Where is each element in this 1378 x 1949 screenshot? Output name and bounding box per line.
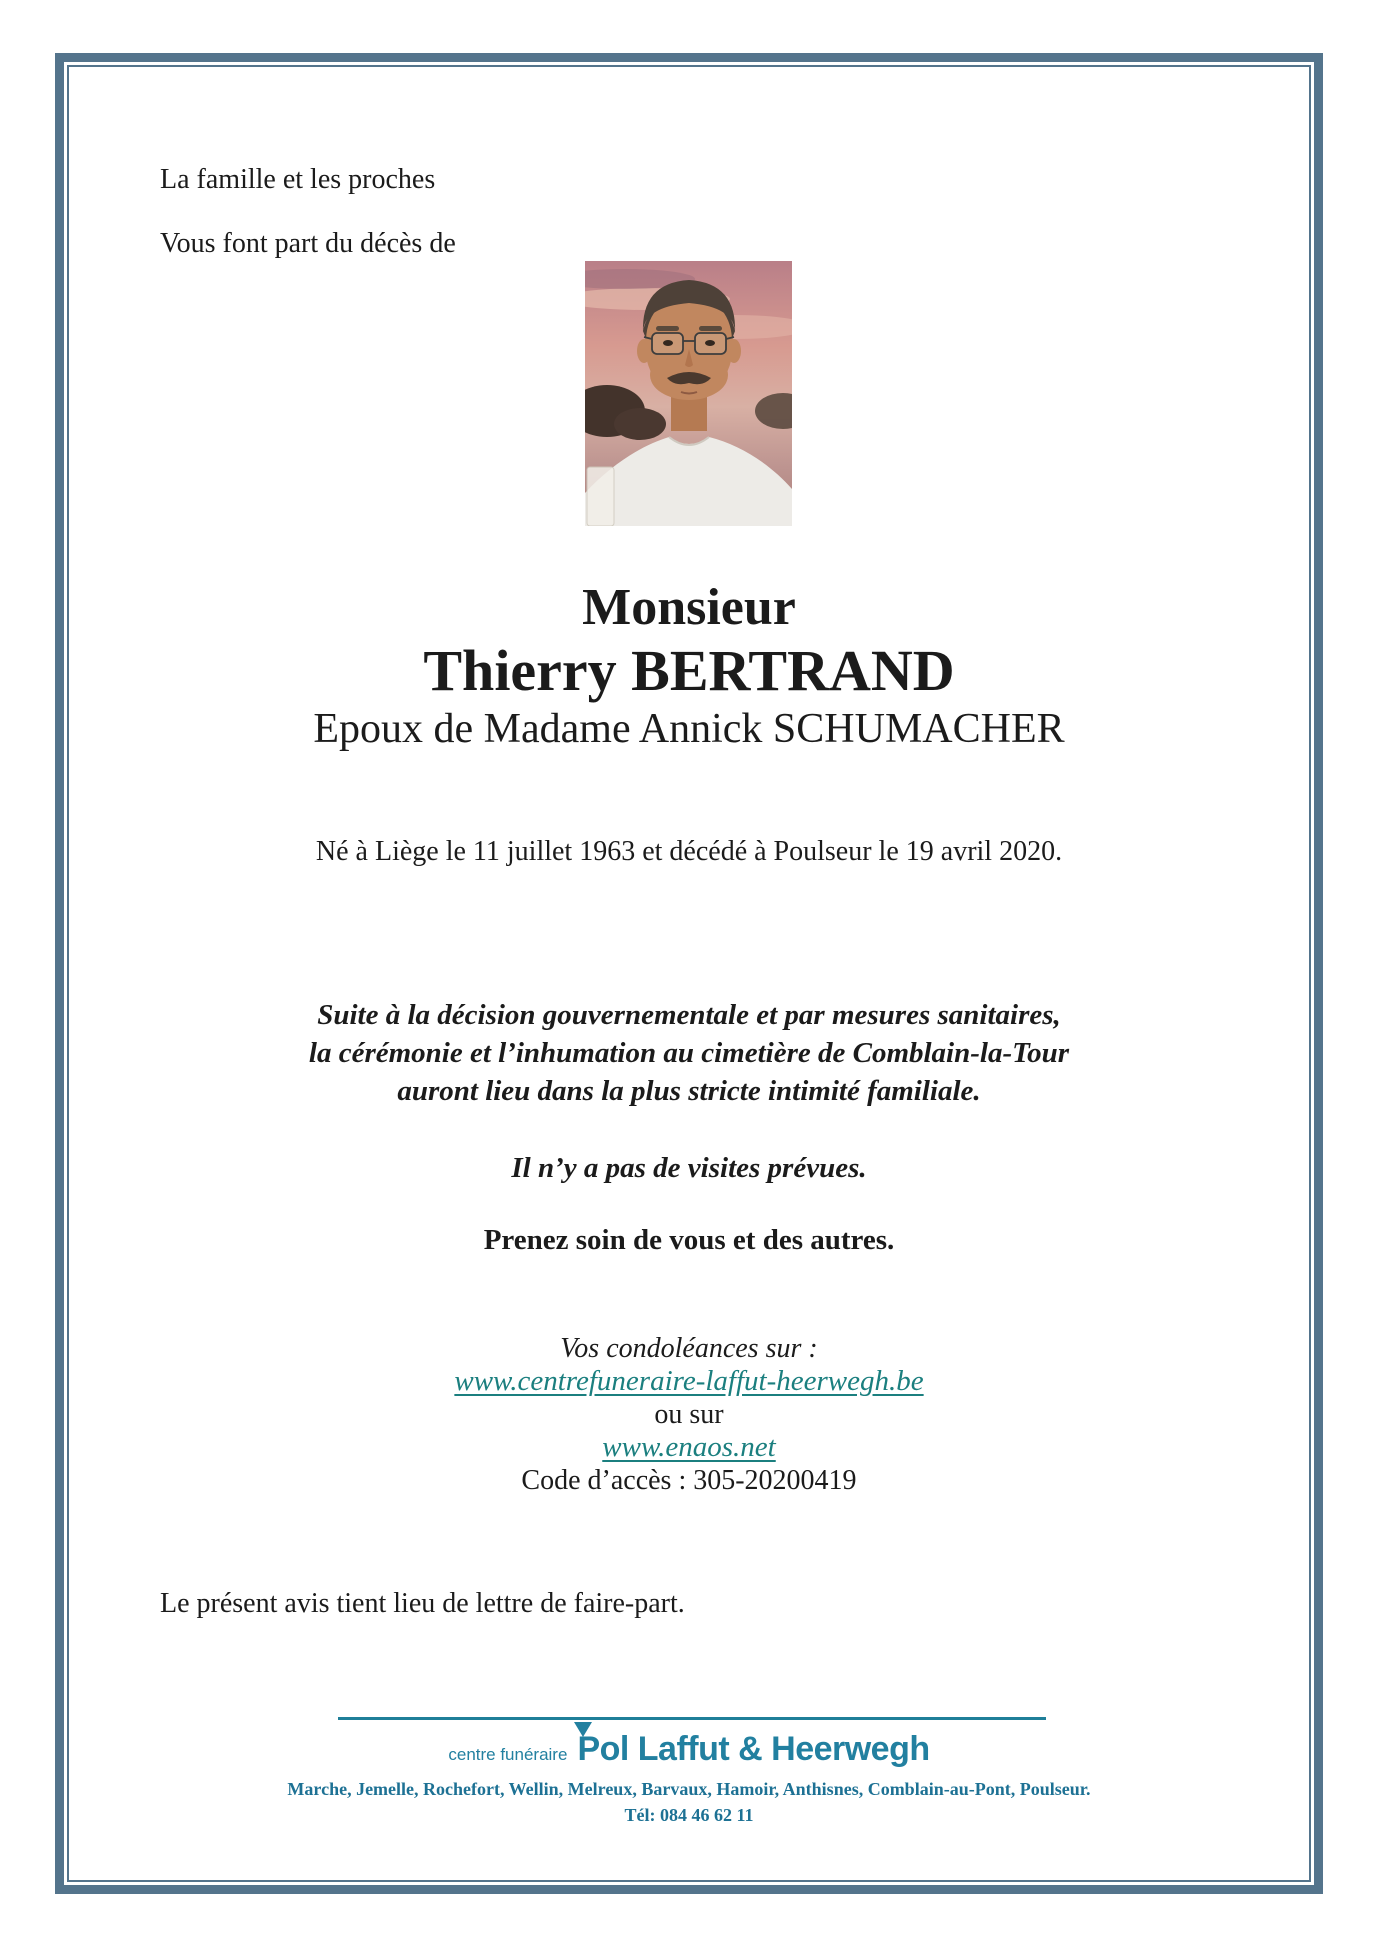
take-care-line: Prenez soin de vous et des autres. [483,1224,895,1256]
footer-phone-line: Tél: 084 46 62 11 [624,1805,754,1825]
intro-line-2: Vous font part du décès de [160,228,456,259]
intro-paragraph [160,163,456,260]
footer-locations-line: Marche, Jemelle, Rochefort, Wellin, Melreux, Barvaux, Hamoir, Anthisnes, Comblain-au-Pont, Poulseur. [287,1779,1091,1799]
condolences-separator: ou sur [654,1399,724,1430]
condolences-intro: Vos condoléances sur : [560,1333,818,1364]
deceased-name: Thierry BERTRAND [423,638,955,703]
deceased-relation: Epoux de Madame Annick SCHUMACHER [313,706,1065,752]
life-dates-line: Né à Liège le 11 juillet 1963 et décédé à Poulseur le 19 avril 2020. [315,836,1063,867]
condolences-block [70,1332,1308,1497]
portrait-photo-illustration [585,261,792,526]
funeral-home-logo [70,1730,1308,1769]
deceased-title: Monsieur [582,579,796,636]
intro-line-1: La famille et les proches [160,164,436,195]
ceremony-announcement [70,996,1308,1110]
condolences-secondary-link[interactable]: www.enaos.net [602,1431,776,1463]
triangle-down-icon [574,1722,592,1737]
ceremony-announcement-line-3: auront lieu dans la plus stricte intimité familiale. [397,1075,981,1107]
ceremony-announcement-line-2: la cérémonie et l’inhumation au cimetière de Comblain-la-Tour [308,1037,1070,1069]
ceremony-announcement-line-1: Suite à la décision gouvernementale et par mesures sanitaires, [317,999,1061,1031]
brand-prefix-label: centre funéraire [448,1745,568,1764]
condolences-primary-link[interactable]: www.centrefuneraire-laffut-heerwegh.be [454,1365,924,1397]
no-visits-line: Il n’y a pas de visites prévues. [511,1152,867,1184]
brand-name-text: Pol Laffut & Heerwegh [577,1730,930,1768]
footer-divider-rule [338,1717,1046,1720]
portrait-photo [585,261,792,526]
deceased-name-block [70,578,1308,754]
closing-notice-line: Le présent avis tient lieu de lettre de faire-part. [160,1588,685,1619]
brand-name-label [577,1730,929,1769]
access-code-line: Code d’accès : 305-20200419 [521,1465,857,1496]
